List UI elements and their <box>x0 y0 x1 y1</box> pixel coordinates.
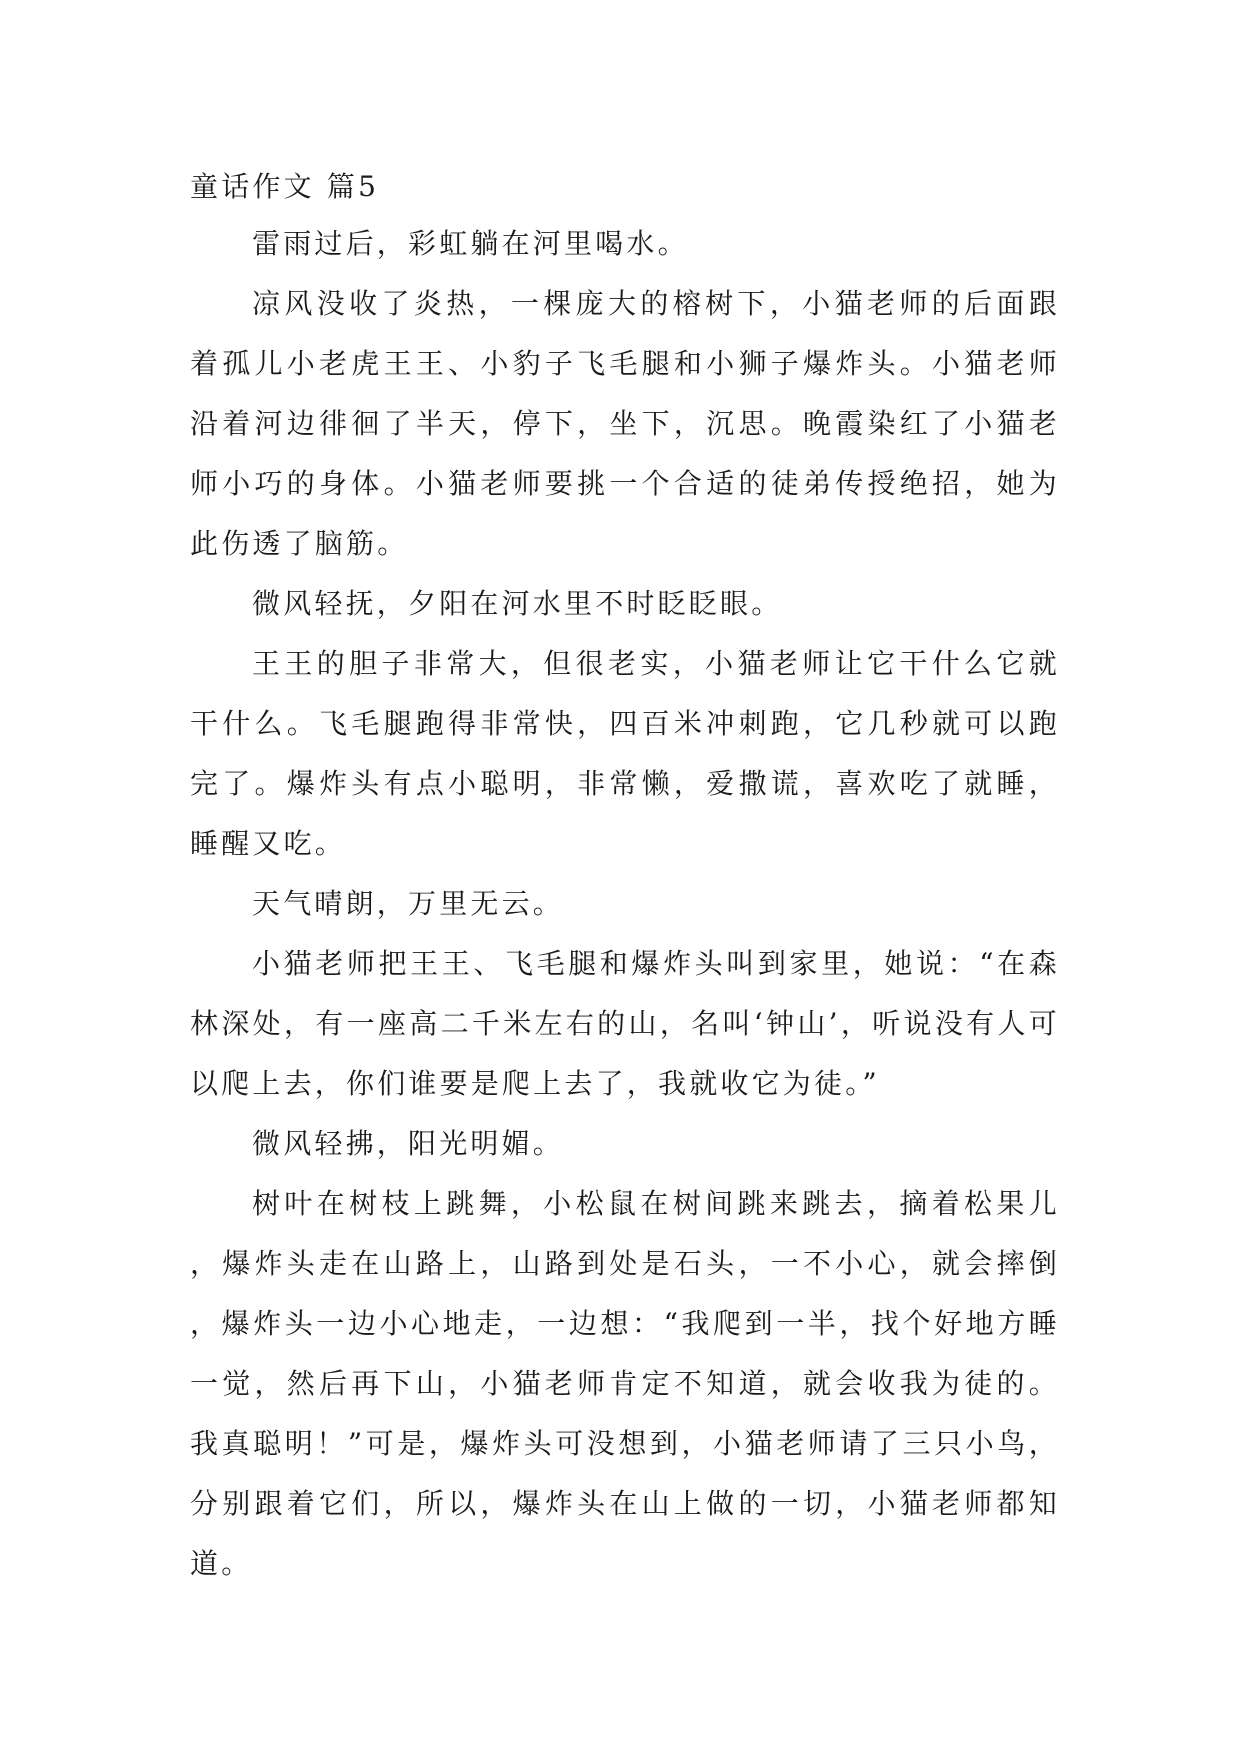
document-page <box>190 160 1060 1594</box>
document-title: 童话作文 篇5 <box>190 170 380 203</box>
paragraph-5: 天气晴朗，万里无云。 <box>252 887 565 920</box>
paragraph-2: 凉风没收了炎热，一棵庞大的榕树下，小猫老师的后面跟着孤儿小老虎王王、小豹子飞毛腿和小狮子爆炸头。小猫老师沿着河边徘徊了半天，停下，坐下，沉思。晚霞染红了小猫老师小巧的身体。小猫老师要挑一个合适的徒弟传授绝招，她为此伤透了脑筋。 <box>190 287 1060 560</box>
paragraph-6: 小猫老师把王王、飞毛腿和爆炸头叫到家里，她说：“在森林深处，有一座高二千米左右的山，名叫‘钟山’，听说没有人可以爬上去，你们谁要是爬上去了，我就收它为徒。” <box>190 947 1060 1100</box>
paragraph-3: 微风轻抚，夕阳在河水里不时眨眨眼。 <box>252 587 783 620</box>
paragraph-7: 微风轻拂，阳光明媚。 <box>252 1127 565 1160</box>
paragraph-8: 树叶在树枝上跳舞，小松鼠在树间跳来跳去，摘着松果儿，爆炸头走在山路上，山路到处是石头，一不小心，就会摔倒，爆炸头一边小心地走，一边想：“我爬到一半，找个好地方睡一觉，然后再下山，小猫老师肯定不知道，就会收我为徒的。我真聪明！”可是，爆炸头可没想到，小猫老师请了三只小鸟，分别跟着它们，所以，爆炸头在山上做的一切，小猫老师都知道。 <box>190 1187 1060 1580</box>
paragraph-4: 王王的胆子非常大，但很老实，小猫老师让它干什么它就干什么。飞毛腿跑得非常快，四百米冲刺跑，它几秒就可以跑完了。爆炸头有点小聪明，非常懒，爱撒谎，喜欢吃了就睡，睡醒又吃。 <box>190 647 1060 860</box>
paragraph-1: 雷雨过后，彩虹躺在河里喝水。 <box>252 227 689 260</box>
